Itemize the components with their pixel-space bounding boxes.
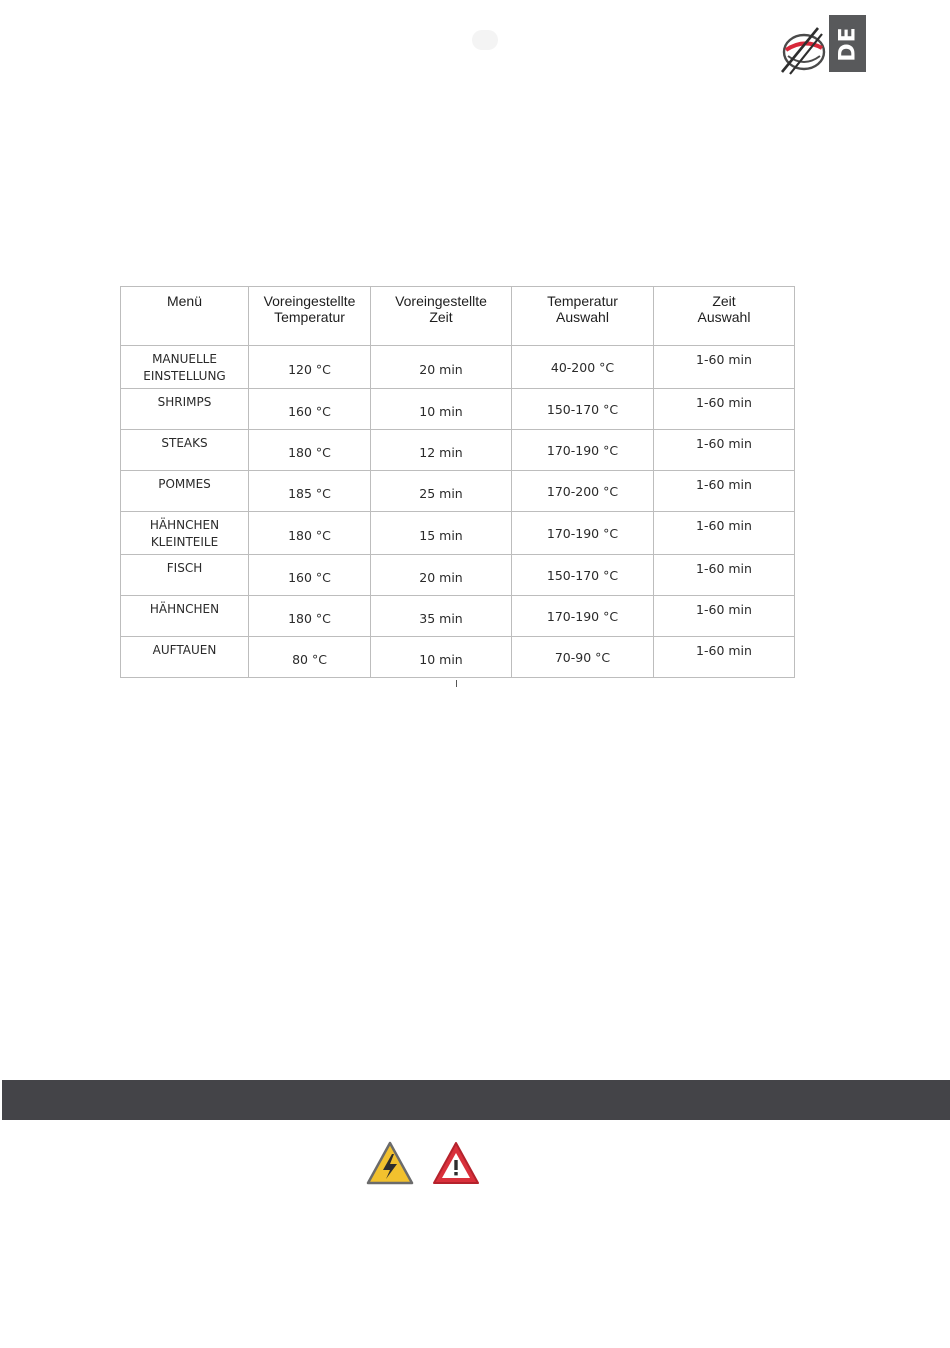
table-tick-mark [456,680,457,687]
column-header-preset-temperature: Voreingestellte Temperatur [249,287,371,346]
menu-cell: POMMES [121,471,249,512]
page-number-mark [472,30,498,50]
preset-time-cell: 10 min [371,389,512,430]
preset-time-cell: 35 min [371,596,512,637]
menu-cell: AUFTAUEN [121,637,249,678]
temperature-range-cell: 170-200 °C [512,471,654,512]
column-header-preset-time: Voreingestellte Zeit [371,287,512,346]
table-row [121,430,795,471]
table-row [121,471,795,512]
time-range-cell: 1-60 min [654,596,795,637]
menu-cell: HÄHNCHEN KLEINTEILE [121,512,249,555]
menu-cell: HÄHNCHEN [121,596,249,637]
menu-cell: SHRIMPS [121,389,249,430]
table-header-row [121,287,795,346]
menu-cell: STEAKS [121,430,249,471]
temperature-range-cell: 70-90 °C [512,637,654,678]
time-range-cell: 1-60 min [654,512,795,555]
general-warning-icon [432,1140,480,1186]
temperature-range-cell: 40-200 °C [512,346,654,389]
column-header-temperature-range: Temperatur Auswahl [512,287,654,346]
time-range-cell: 1-60 min [654,471,795,512]
preset-time-cell: 25 min [371,471,512,512]
preset-temperature-cell: 180 °C [249,596,371,637]
preset-time-cell: 10 min [371,637,512,678]
time-range-cell: 1-60 min [654,389,795,430]
temperature-range-cell: 150-170 °C [512,555,654,596]
table-row [121,596,795,637]
table-row [121,346,795,389]
language-code: DE [835,25,860,62]
temperature-range-cell: 170-190 °C [512,430,654,471]
preset-temperature-cell: 160 °C [249,389,371,430]
preset-temperature-cell: 80 °C [249,637,371,678]
time-range-cell: 1-60 min [654,430,795,471]
preset-temperature-cell: 120 °C [249,346,371,389]
menu-cell: FISCH [121,555,249,596]
preset-program-table [120,286,795,678]
preset-temperature-cell: 185 °C [249,471,371,512]
preset-time-cell: 20 min [371,346,512,389]
menu-cell: MANUELLE EINSTELLUNG [121,346,249,389]
time-range-cell: 1-60 min [654,346,795,389]
section-heading-bar [2,1080,950,1120]
electric-shock-warning-icon [366,1140,414,1186]
table-row [121,555,795,596]
column-header-time-range: Zeit Auswahl [654,287,795,346]
language-badge [829,15,866,72]
preset-time-cell: 15 min [371,512,512,555]
table-row [121,637,795,678]
time-range-cell: 1-60 min [654,555,795,596]
preset-temperature-cell: 160 °C [249,555,371,596]
preset-temperature-cell: 180 °C [249,430,371,471]
cooking-pot-chopsticks-logo-icon [778,24,826,76]
temperature-range-cell: 170-190 °C [512,512,654,555]
preset-time-cell: 20 min [371,555,512,596]
temperature-range-cell: 170-190 °C [512,596,654,637]
temperature-range-cell: 150-170 °C [512,389,654,430]
table-row [121,389,795,430]
table-row [121,512,795,555]
time-range-cell: 1-60 min [654,637,795,678]
preset-time-cell: 12 min [371,430,512,471]
preset-temperature-cell: 180 °C [249,512,371,555]
column-header-menu: Menü [121,287,249,346]
